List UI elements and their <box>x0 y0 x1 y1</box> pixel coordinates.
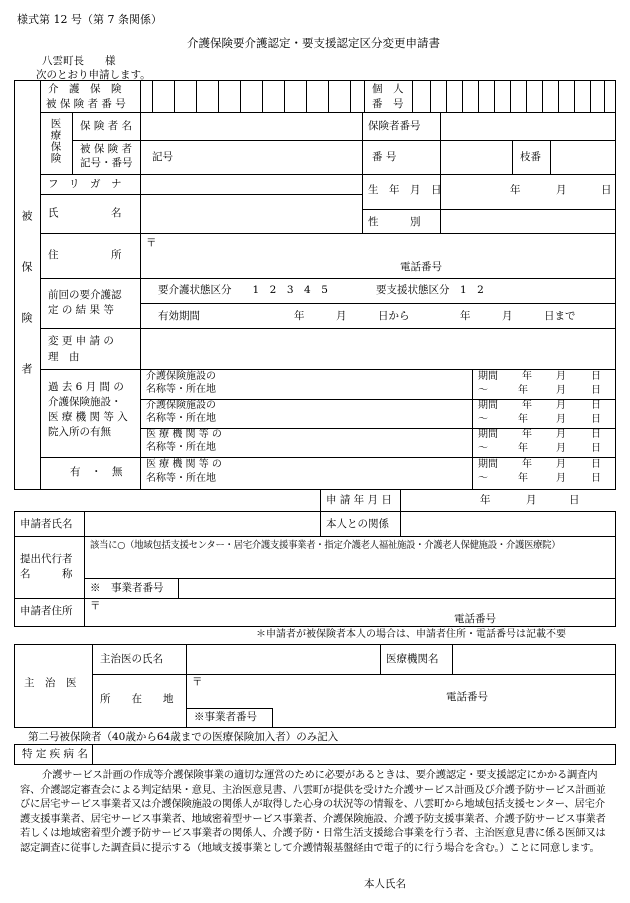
applicant-postal-mark: 〒 <box>90 600 101 612</box>
agent-business-number-field[interactable] <box>179 579 614 597</box>
doctor-name-field[interactable] <box>187 645 379 673</box>
specific-disease-field[interactable] <box>93 745 614 763</box>
address-label: 住 所 <box>48 249 122 261</box>
signature-label: 本人氏名 <box>364 878 406 890</box>
medical-institution-field[interactable] <box>453 645 614 673</box>
applicant-name-label: 申請者氏名 <box>20 518 73 530</box>
consent-text: 介護サービス計画の作成等介護保険事業の適切な運営のために必要があるときは、要介護認定・要支援認定にかかる調査内容、介護認定審査会による判定結果・意見、主治医意見書、八雲町が提供を受けた介護サービス計画及び介護予防サービス計画並びに居宅サービス事業者又は介護保険施設の関係人が取得した心身の状況等の情報を、八雲町から地域包括支援センター、居宅介護支援事業者、居宅サービス事業者、地域密着型サービス事業者、介護保険施設、介護予防支援事業者、介護予防サービス事業者若しくは地域密着型介護予防サービス事業者の関係人、介護予防・日常生活支援総合事業を行う者、主治医意見書に係る医師又は認定調査に従事した調査員に提示する（地域支援事業として介護情報基盤経由で電子的に行う場合を含む。）ことに同意します。 <box>20 769 606 854</box>
valid-to: 年 月 日まで <box>460 310 576 322</box>
edaban-field[interactable] <box>551 141 614 173</box>
sex-label: 性 別 <box>368 216 421 228</box>
sex-field[interactable] <box>441 210 614 232</box>
insurer-number-label: 保険者番号 <box>368 120 421 132</box>
bango-label: 番 号 <box>372 151 397 163</box>
personal-number-label: 個 人 <box>372 83 404 95</box>
form-number: 様式第 12 号（第 7 条関係） <box>17 13 162 26</box>
birthdate-day: 日 <box>601 184 612 196</box>
specific-disease-label: 特 定 疾 病 名 <box>22 748 88 760</box>
name-label: 氏 名 <box>48 207 122 219</box>
edaban-label: 枝番 <box>520 151 541 163</box>
doctor-phone-label: 電話番号 <box>446 691 488 703</box>
relation-field[interactable] <box>401 512 614 535</box>
valid-from: 年 月 日から <box>294 310 410 322</box>
application-date-label: 申 請 年 月 日 <box>326 494 392 506</box>
addressee: 八雲町長 様 <box>42 55 116 67</box>
name-field[interactable] <box>141 195 361 232</box>
applicant-address-note: ＊申請者が被保険者本人の場合は、申請者住所・電話番号は記載不要 <box>256 629 566 640</box>
facility-label-4: 院入所の有無 <box>48 426 111 438</box>
doctor-business-number-field[interactable] <box>273 709 614 726</box>
symbol-number-label-2: 記号・番号 <box>80 157 133 169</box>
insured-number-label: 介 護 保 険 <box>48 83 122 95</box>
applicant-name-field[interactable] <box>85 512 319 535</box>
symbol-number-label: 被 保 険 者 <box>80 143 133 155</box>
previous-result-label-2: 定 の 結 果 等 <box>48 304 114 316</box>
kigo-label: 記号 <box>152 151 173 163</box>
applicant-address-field[interactable] <box>85 599 614 625</box>
birthdate-month: 月 <box>556 184 567 196</box>
doctor-name-label: 主治医の氏名 <box>100 653 163 665</box>
medical-institution-label: 医療機関名 <box>386 653 439 665</box>
kigo-field[interactable] <box>176 141 360 173</box>
facility-label: 過 去 6 月 間 の <box>48 381 124 393</box>
doctor-address-label: 所 在 地 <box>100 693 174 705</box>
insured-number-label-2: 被 保 険 者 番 号 <box>46 98 126 110</box>
support-level-options[interactable]: 要支援状態区分 1 2 <box>376 284 484 296</box>
furigana-field[interactable] <box>141 175 361 193</box>
intro-text: 次のとおり申請します。 <box>36 69 151 81</box>
agent-label: 提出代行者 <box>20 553 73 565</box>
doctor-address-field[interactable] <box>187 675 614 707</box>
previous-result-label: 前回の要介護認 <box>48 289 122 301</box>
insurer-name-label: 保 険 者 名 <box>80 120 133 132</box>
change-reason-label-2: 理 由 <box>48 351 80 363</box>
agent-type-note: 該当に○（地域包括支援センター・居宅介護支援事業者・指定介護老人福祉施設・介護老人保健施設・介護医療院） <box>90 540 561 551</box>
application-date-day: 日 <box>569 494 580 506</box>
insured-section-label: 被保険者 <box>20 210 33 414</box>
page-title: 介護保険要介護認定・要支援認定区分変更申請書 <box>187 36 440 50</box>
birthdate-label: 生 年 月 日 <box>368 184 442 196</box>
address-phone-label: 電話番号 <box>400 261 442 273</box>
applicant-address-label: 申請者住所 <box>20 605 73 617</box>
secondary-insured-note: 第二号被保険者（40歳から64歳までの医療保険加入者）のみ記入 <box>28 731 339 743</box>
applicant-phone-label: 電話番号 <box>454 613 496 625</box>
medical-insurance-label: 医療保険 <box>49 118 62 164</box>
personal-number-label-2: 番 号 <box>372 98 404 110</box>
agent-label-2: 名 称 <box>20 568 73 580</box>
change-reason-label: 変 更 申 請 の <box>48 335 114 347</box>
doctor-business-number-label: ※事業者番号 <box>194 711 257 723</box>
change-reason-field[interactable] <box>141 329 614 368</box>
address-postal-mark: 〒 <box>146 237 157 249</box>
application-date-year: 年 <box>480 494 491 506</box>
address-field[interactable] <box>141 234 614 277</box>
birthdate-year: 年 <box>510 184 521 196</box>
insurer-name-field[interactable] <box>141 113 361 139</box>
furigana-label: フ リ ガ ナ <box>48 178 122 190</box>
has-or-not-option[interactable]: 有 ・ 無 <box>70 466 123 478</box>
personal-number-field[interactable] <box>413 81 613 111</box>
bango-field[interactable] <box>441 141 511 173</box>
valid-period-label: 有効期間 <box>158 310 200 322</box>
facility-label-3: 医 療 機 関 等 入 <box>48 411 128 423</box>
facility-label-2: 介護保険施設・ <box>48 396 122 408</box>
insured-number-field[interactable] <box>141 81 363 111</box>
relation-label: 本人との関係 <box>326 518 389 530</box>
doctor-postal-mark: 〒 <box>192 676 203 688</box>
doctor-section-label: 主 治 医 <box>24 677 77 689</box>
agent-business-number-label: ※ 事業者番号 <box>90 582 164 594</box>
signature-field[interactable] <box>410 874 610 894</box>
application-date-month: 月 <box>526 494 537 506</box>
insurer-number-field[interactable] <box>441 113 614 139</box>
care-level-options[interactable]: 要介護状態区分 1 2 3 4 5 <box>158 284 328 296</box>
